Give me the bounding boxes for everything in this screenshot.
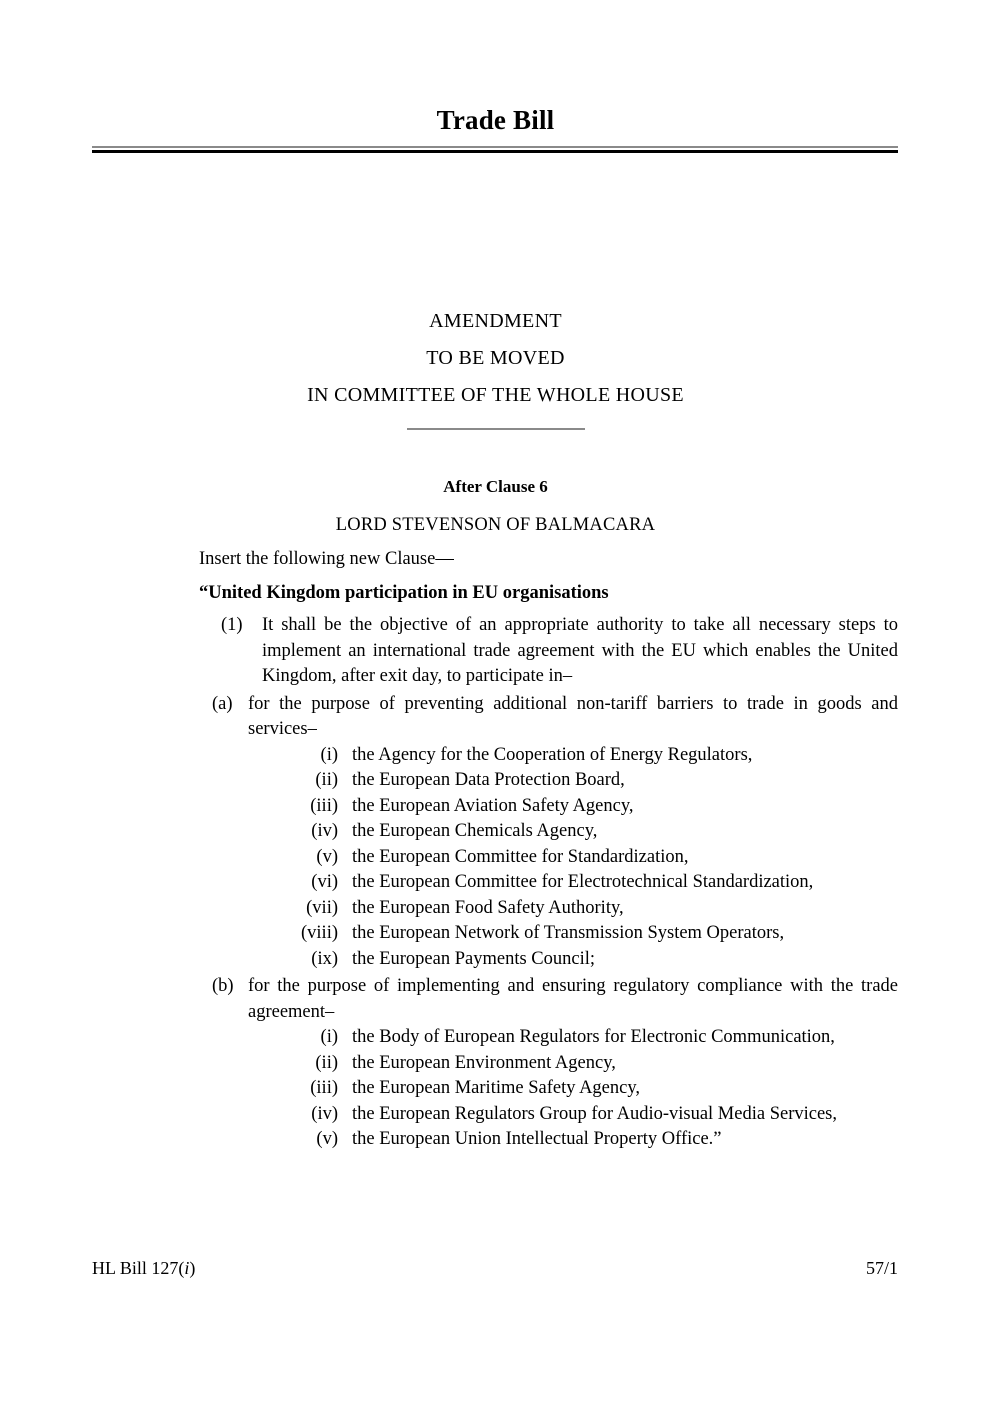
subparagraph-a-list — [248, 743, 898, 973]
list-item-numeral: (ix) — [311, 948, 338, 969]
subparagraph-b-marker: (b) — [212, 976, 234, 996]
list-item-text: the European Payments Council; — [352, 948, 596, 969]
list-item-numeral: (v) — [316, 1129, 338, 1149]
list-item-text: the European Network of Transmission System Operators, — [352, 923, 785, 943]
header-double-rule — [92, 146, 898, 152]
caption-line-amendment: AMENDMENT — [429, 310, 562, 332]
bill-reference-italic: i — [184, 1258, 190, 1278]
header-rule-thick — [92, 150, 898, 153]
list-item-text: the European Food Safety Authority, — [352, 897, 624, 918]
list-item-text: the European Chemicals Agency, — [352, 821, 598, 841]
list-item — [248, 819, 898, 845]
list-item-text: the European Maritime Safety Agency, — [352, 1078, 641, 1098]
paragraph-1-text: It shall be the objective of an appropriate authority to take all necessary steps to implement an international trade agreement with the EU which enables the United Kingdom, after exit day, to participate in– — [262, 615, 898, 686]
list-item-numeral: (vi) — [311, 872, 338, 892]
section-divider-wrap — [0, 428, 991, 446]
list-item-numeral: (iii) — [310, 1078, 338, 1098]
list-item-numeral: (i) — [320, 744, 338, 765]
list-item-text: the European Union Intellectual Property Office.” — [352, 1129, 722, 1149]
list-item-numeral: (ii) — [315, 1052, 338, 1073]
paragraph-1 — [199, 613, 898, 690]
list-item-text: the Body of European Regulators for Electronic Communication, — [352, 1027, 835, 1047]
list-item — [248, 1102, 898, 1128]
list-item-text: the European Committee for Standardization, — [352, 846, 689, 867]
list-item — [248, 1051, 898, 1077]
new-clause-heading: “United Kingdom participation in EU organisations — [199, 582, 609, 603]
caption-line-in-committee: IN COMMITTEE OF THE WHOLE HOUSE — [307, 384, 684, 406]
list-item-text: the European Committee for Electrotechnical Standardization, — [352, 872, 814, 892]
document-title: Trade Bill — [436, 105, 555, 135]
amendment-caption-block — [0, 303, 991, 414]
list-item — [248, 896, 898, 922]
paragraph-1-marker: (1) — [221, 615, 243, 635]
list-item — [248, 947, 898, 973]
subparagraph-b-list — [248, 1025, 898, 1153]
list-item — [248, 921, 898, 947]
list-item — [248, 794, 898, 820]
section-divider-rule — [407, 428, 585, 430]
page-footer — [92, 1258, 898, 1279]
list-item — [248, 1127, 898, 1153]
list-item-text: the European Regulators Group for Audio-visual Media Services, — [352, 1103, 837, 1124]
page-number: 57/1 — [865, 1258, 898, 1278]
insert-instruction: Insert the following new Clause— — [199, 549, 454, 569]
subparagraph-a — [199, 692, 898, 973]
after-clause-heading: After Clause 6 — [443, 477, 548, 496]
subparagraph-a-marker: (a) — [212, 693, 233, 714]
list-item — [248, 743, 898, 769]
subparagraph-b — [199, 974, 898, 1153]
bill-reference — [92, 1258, 195, 1279]
list-item — [248, 1076, 898, 1102]
list-item — [248, 768, 898, 794]
list-item-numeral: (iv) — [311, 1103, 338, 1124]
subparagraph-b-text: for the purpose of implementing and ensuring regulatory compliance with the trade agreement– — [248, 976, 898, 1022]
bill-reference-suffix: ) — [189, 1258, 196, 1278]
subparagraph-a-text: for the purpose of preventing additional non-tariff barriers to trade in goods and services– — [248, 693, 898, 739]
list-item-text: the Agency for the Cooperation of Energy Regulators, — [352, 744, 753, 765]
bill-reference-prefix: HL Bill 127( — [92, 1258, 185, 1278]
list-item — [248, 870, 898, 896]
amendment-body — [199, 547, 898, 1153]
list-item-text: the European Environment Agency, — [352, 1052, 616, 1073]
list-item — [248, 845, 898, 871]
list-item-text: the European Data Protection Board, — [352, 770, 625, 790]
list-item-numeral: (viii) — [301, 923, 338, 943]
list-item-numeral: (v) — [316, 846, 338, 867]
list-item-numeral: (vii) — [306, 897, 338, 918]
list-item-numeral: (ii) — [315, 770, 338, 790]
amendment-sponsor: LORD STEVENSON OF BALMACARA — [335, 515, 656, 535]
header-rule-thin — [92, 146, 898, 148]
list-item-numeral: (i) — [320, 1027, 338, 1047]
list-item-numeral: (iv) — [311, 821, 338, 841]
list-item-numeral: (iii) — [310, 795, 338, 816]
caption-line-to-be-moved: TO BE MOVED — [426, 347, 565, 369]
list-item — [248, 1025, 898, 1051]
list-item-text: the European Aviation Safety Agency, — [352, 795, 634, 816]
